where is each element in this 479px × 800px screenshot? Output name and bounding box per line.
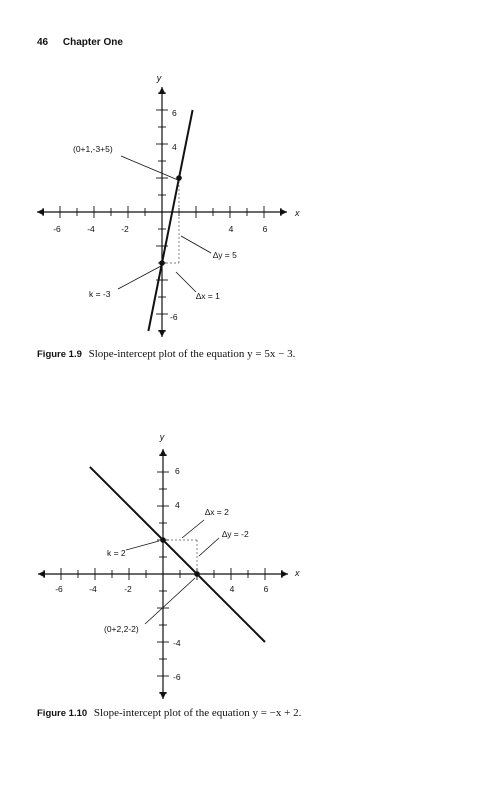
fig2-y-tick-label: -4: [173, 638, 181, 648]
caption-text: Slope-intercept plot of the equation y = −x + 2.: [93, 707, 302, 719]
fig2-dy-label: ∆y = -2: [222, 529, 249, 539]
fig2-y-tick-label: -6: [173, 672, 181, 682]
fig2-intercept-label: k = 2: [107, 548, 126, 558]
fig2-dx-leader: [182, 520, 204, 538]
chapter-title: Chapter One: [62, 37, 123, 48]
fig2-dy-leader: [199, 538, 219, 556]
fig2-axes: [38, 449, 288, 699]
fig2-dx-label: ∆x = 2: [205, 507, 229, 517]
fig2-point-leader: [145, 578, 195, 624]
fig2-point-label: (0+2,2-2): [104, 624, 139, 634]
fig2-data-point: [160, 537, 166, 543]
fig1-x-tick-label: -6: [53, 224, 61, 234]
fig1-dy-label: ∆y = 5: [213, 250, 237, 260]
fig2-data-point: [194, 571, 200, 577]
fig2-x-tick-label: -2: [124, 584, 132, 594]
fig1-x-tick-label: 6: [262, 224, 268, 234]
fig1-y-tick-label: 6: [172, 108, 177, 118]
fig2-y-tick-label: 6: [175, 466, 180, 476]
fig2-y-axis-label: y: [159, 432, 165, 442]
fig1-marks: [148, 110, 192, 331]
fig1-point-label: (0+1,-3+5): [73, 144, 113, 154]
figure-1-9-plot: [0, 0, 479, 345]
fig1-dy-leader: [181, 236, 211, 253]
caption-label: Figure 1.10: [37, 708, 88, 719]
fig1-y-tick-label: -6: [170, 312, 178, 322]
caption-text: Slope-intercept plot of the equation y = 5x − 3.: [88, 348, 296, 360]
page-number: 46: [37, 37, 49, 48]
figure-1-10-plot: [0, 400, 479, 710]
fig1-x-tick-label: -4: [87, 224, 95, 234]
figure-1-9-caption: [37, 348, 303, 361]
fig1-axes: [37, 87, 287, 337]
figure-1-10-caption: [37, 707, 303, 720]
fig2-x-tick-label: -4: [89, 584, 97, 594]
fig1-y-axis-label: y: [156, 73, 162, 83]
fig2-y-tick-label: 4: [175, 500, 180, 510]
fig2-x-axis-label: x: [295, 568, 300, 578]
fig1-intercept-label: k = -3: [89, 289, 111, 299]
fig1-intercept-leader: [118, 266, 161, 289]
fig1-dx-label: ∆x = 1: [196, 291, 220, 301]
fig2-intercept-leader: [126, 541, 159, 550]
fig1-dx-leader: [176, 272, 196, 292]
fig1-x-tick-label: -2: [121, 224, 129, 234]
fig2-x-tick-label: 6: [263, 584, 269, 594]
fig1-x-axis-label: x: [295, 208, 300, 218]
fig1-series-line: [148, 110, 192, 331]
fig1-point-leader: [121, 156, 178, 180]
fig1-x-tick-label: 4: [228, 224, 234, 234]
caption-label: Figure 1.9: [37, 349, 82, 360]
fig1-data-point: [159, 260, 165, 266]
fig1-y-tick-label: 4: [172, 142, 177, 152]
fig2-x-tick-label: 4: [229, 584, 235, 594]
fig2-x-tick-label: -6: [55, 584, 63, 594]
